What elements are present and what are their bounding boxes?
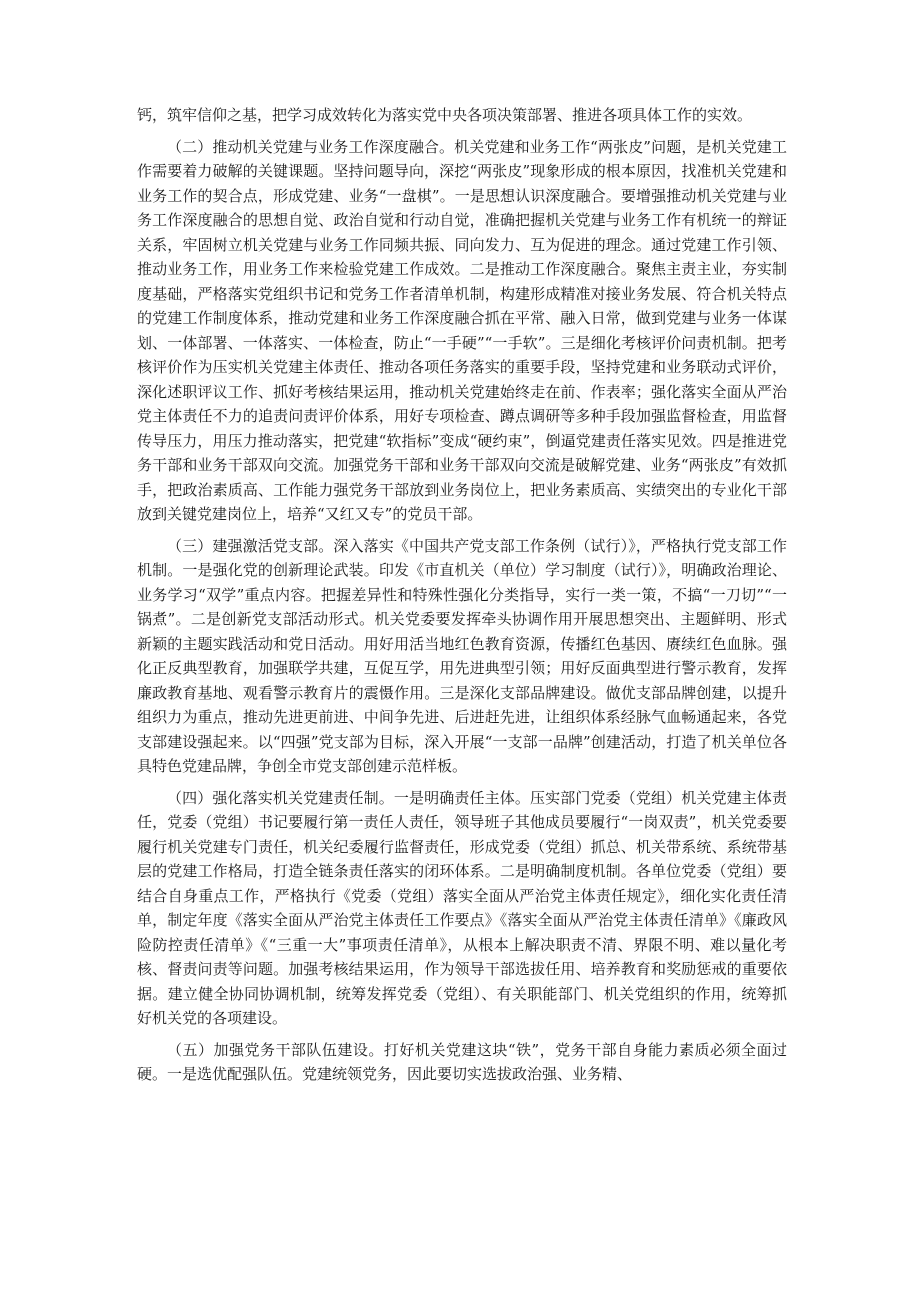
paragraph-section-3-branches: （三）建强激活党支部。深入落实《中国共产党支部工作条例（试行）》，严格执行党支部工作机制。一是强化党的创新理论武装。印发《市直机关（单位）学习制度（试行）》，明确政治理论、业务学习“双学”重点内容。把握差异性和特殊性强化分类指导，实行一类一策，不搞“一刀切”“一锅煮”。二是创新党支部活动形式。机关党委要发挥牵头协调作用开展思想突出、主题鲜明、形式新颖的主题实践活动和党日活动。用好用活当地红色教育资源，传播红色基因、赓续红色血脉。强化正反典型教育，加强联学共建，互促互学，用先进典型引领；用好反面典型进行警示教育，发挥廉政教育基地、观看警示教育片的震慑作用。三是深化支部品牌建设。做优支部品牌创建，以提升组织力为重点，推动先进更前进、中间争先进、后进赶先进，让组织体系经脉气血畅通起来，各党支部建设强起来。以“四强”党支部为目标，深入开展“一支部一品牌”创建活动，打造了机关单位各具特色党建品牌，争创全市党支部创建示范样板。	[137, 536, 787, 775]
paragraph-continued-top: 钙，筑牢信仰之基，把学习成效转化为落实党中央各项决策部署、推进各项具体工作的实效。	[137, 106, 753, 124]
document-page	[137, 103, 787, 1094]
paragraph-section-2-integration: （二）推动机关党建与业务工作深度融合。机关党建和业务工作“两张皮”问题，是机关党建工作需要着力破解的关键课题。坚持问题导向，深挖“两张皮”现象形成的根本原因，找准机关党建和业务工作的契合点，形成党建、业务“一盘棋”。一是思想认识深度融合。要增强推动机关党建与业务工作深度融合的思想自觉、政治自觉和行动自觉，准确把握机关党建与业务工作有机统一的辩证关系，牢固树立机关党建与业务工作同频共振、同向发力、互为促进的理念。通过党建工作引领、推动业务工作，用业务工作来检验党建工作成效。二是推动工作深度融合。聚焦主责主业，夯实制度基础，严格落实党组织书记和党务工作者清单机制，构建形成精准对接业务发展、符合机关特点的党建工作制度体系，推动党建和业务工作深度融合抓在平常、融入日常，做到党建与业务一体谋划、一体部署、一体落实、一体检查，防止“一手硬”“一手软”。三是细化考核评价问责机制。把考核评价作为压实机关党建主体责任、推动各项任务落实的重要手段，坚持党建和业务联动式评价，深化述职评议工作、抓好考核结果运用，推动机关党建始终走在前、作表率；强化落实全面从严治党主体责任不力的追责问责评价体系，用好专项检查、蹲点调研等多种手段加强监督检查，用监督传导压力，用压力推动落实，把党建“软指标”变成“硬约束”，倒逼党建责任落实见效。四是推进党务干部和业务干部双向交流。加强党务干部和业务干部双向交流是破解党建、业务“两张皮”有效抓手，把政治素质高、工作能力强党务干部放到业务岗位上，把业务素质高、实绩突出的专业化干部放到关键党建岗位上，培养“又红又专”的党员干部。	[137, 137, 787, 523]
paragraph-section-5-cadres: （五）加强党务干部队伍建设。打好机关党建这块“铁”，党务干部自身能力素质必须全面过硬。一是选优配强队伍。党建统领党务，因此要切实选拔政治强、业务精、	[137, 1040, 787, 1083]
paragraph-section-4-responsibility: （四）强化落实机关党建责任制。一是明确责任主体。压实部门党委（党组）机关党建主体责任，党委（党组）书记要履行第一责任人责任，领导班子其他成员要履行“一岗双责”，机关党委要履行机关党建专门责任，机关纪委履行监督责任，形成党委（党组）抓总、机关带系统、系统带基层的党建工作格局，打造全链条责任落实的闭环体系。二是明确制度机制。各单位党委（党组）要结合自身重点工作，严格执行《党委（党组）落实全面从严治党主体责任规定》，细化实化责任清单，制定年度《落实全面从严治党主体责任工作要点》《落实全面从严治党主体责任清单》《廉政风险防控责任清单》《“三重一大”事项责任清单》，从根本上解决职责不清、界限不明、难以量化考核、督责问责等问题。加强考核结果运用，作为领导干部选拔任用、培养教育和奖励惩戒的重要依据。建立健全协同协调机制，统筹发挥党委（党组）、有关职能部门、机关党组织的作用，统筹抓好机关党的各项建设。	[137, 788, 787, 1027]
